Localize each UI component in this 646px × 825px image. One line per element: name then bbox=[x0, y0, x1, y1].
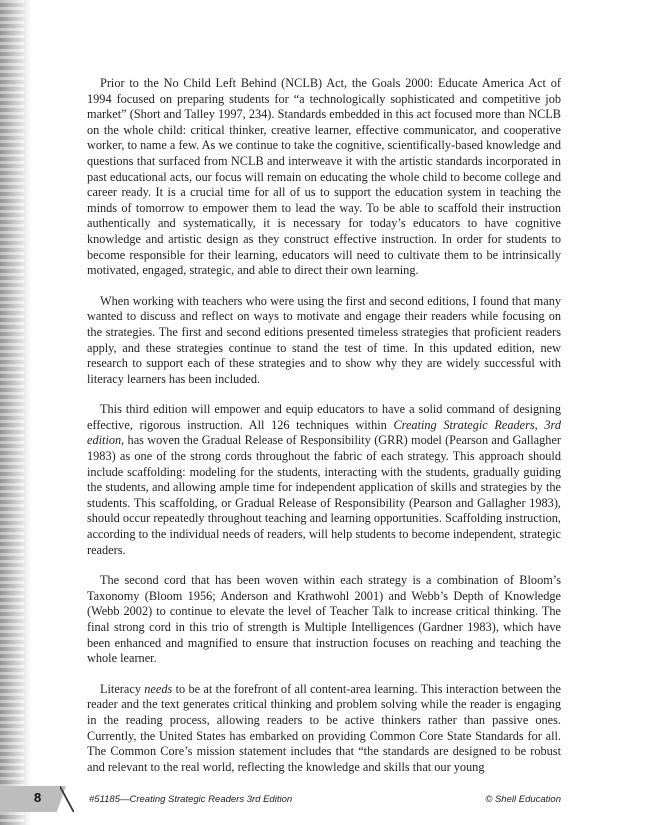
paragraph bbox=[87, 682, 561, 776]
paragraph-text: , has woven the Gradual Release of Responsibility (GRR) model (Pearson and Gallagher 1983) as one of the strong cords throughout the fabric of each strategy. This approach should include scaffolding: modeling for the students, interacting with the students, gradually guiding the students, and allowing ample time for independent application of skills and strategies by the students. This scaffolding, or Gradual Release of Responsibility (Pearson and Gallagher 1983), should occur repeatedly throughout teaching and learning opportunities. Scaffolding instruction, according to the individual needs of readers, will help students to become independent, strategic readers. bbox=[87, 433, 561, 557]
paragraph-text: Prior to the No Child Left Behind (NCLB) Act, the Goals 2000: Educate America Act of 1994 focused on preparing students for “a technologically sophisticated and competitive job market” (Short and Talley 1997, 234). Standards embedded in this act focused more than NCLB on the whole child: critical thinker, creative learner, effective communicator, and cooperative worker, to name a few. As we continue to take the cognitive, scientifically-based knowledge and questions that surfaced from NCLB and interweave it with the artistic standards incorporated in past educational acts, our focus will remain on educating the whole child to become college and career ready. It is a crucial time for all of us to support the education system in teaching the minds of tomorrow to empower them to lead the way. To be able to scaffold their instruction authentically and systematically, it is necessary for today’s educators to have cognitive knowledge and artistic design as they construct effective instruction. In order for students to become responsible for their learning, educators will need to cultivate them to be intrinsically motivated, engaged, strategic, and able to direct their own learning. bbox=[87, 76, 561, 278]
tab-divider-line bbox=[60, 786, 74, 812]
page-number: 8 bbox=[34, 790, 42, 805]
paragraph bbox=[87, 573, 561, 667]
footer-book-title: #51185—Creating Strategic Readers 3rd Edition bbox=[89, 794, 293, 805]
paragraph-text: This third edition will empower and equip educators to have a solid command of designing effective, rigorous instruction. All 126 techniques within bbox=[87, 402, 561, 432]
page-number-tab bbox=[0, 786, 66, 812]
body-text bbox=[87, 76, 561, 790]
paragraph bbox=[87, 76, 561, 279]
paragraph-text: Literacy bbox=[100, 681, 145, 696]
page-binding-edge bbox=[0, 0, 26, 825]
page-footer bbox=[0, 782, 646, 818]
paragraph bbox=[87, 402, 561, 558]
paragraph-text: The second cord that has been woven within each strategy is a combination of Bloom’s Taxonomy (Bloom 1956; Anderson and Krathwohl 2001) and Webb’s Depth of Knowledge (Webb 2002) to continue to elevate the level of Teacher Talk to increase critical thinking. The final strong cord in this trio of strength is Multiple Intelligences (Gardner 1983), which have been enhanced and magnified to ensure that instruction focuses on reaching and teaching the whole learner. bbox=[87, 573, 561, 666]
book-title-italic: Creating Strategic Readers, 3rd edition bbox=[87, 417, 561, 448]
footer-publisher: © Shell Education bbox=[485, 794, 561, 805]
paragraph bbox=[87, 294, 561, 388]
paragraph-text: When working with teachers who were using the first and second editions, I found that many wanted to discuss and reflect on ways to motivate and engage their readers while focusing on the strategies. The first and second editions presented timeless strategies that proficient readers apply, and these strategies continue to stand the test of time. In this updated edition, new research to support each of these strategies and to show why they are widely successful with literacy learners has been included. bbox=[87, 293, 561, 386]
emphasis-italic: needs bbox=[144, 681, 173, 696]
paragraph-text: to be at the forefront of all content-area learning. This interaction between the reader and the text generates critical thinking and problem solving while the reader is engaging in the reading process, allowing readers to be active thinkers rather than passive ones. Currently, the United States has embarked on providing Common Core State Standards for all. The Common Core’s mission statement includes that “the standards are designed to be robust and relevant to the real world, reflecting the knowledge and skills that our young bbox=[87, 681, 561, 774]
